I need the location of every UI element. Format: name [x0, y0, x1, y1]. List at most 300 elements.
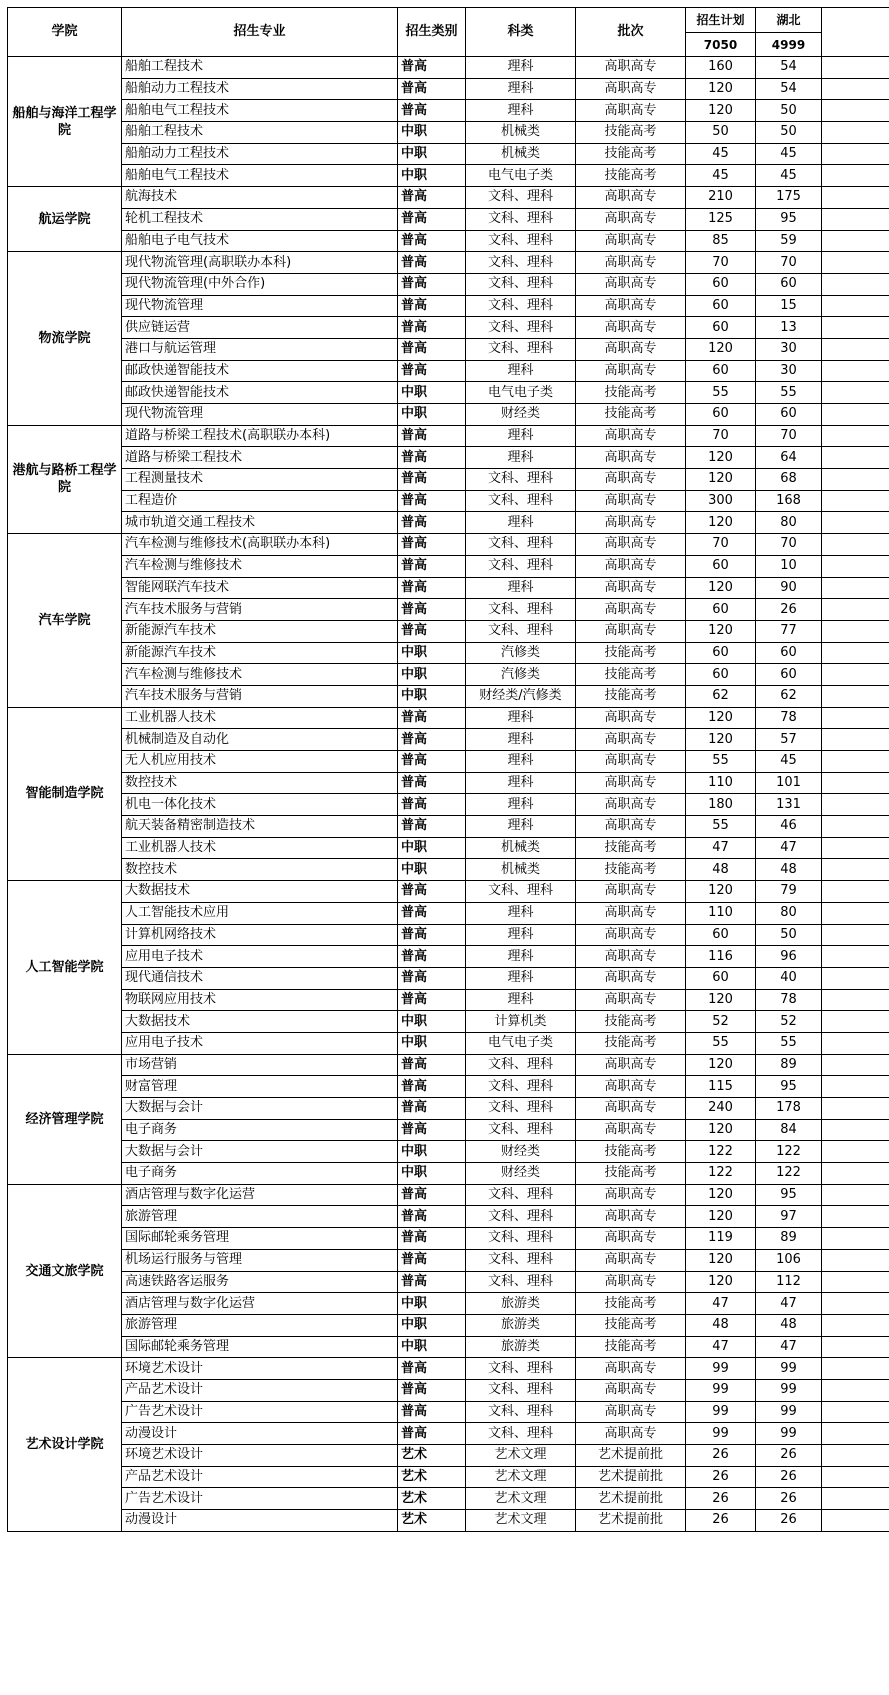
batch-cell: 高职高专: [576, 187, 686, 209]
batch-cell: 高职高专: [576, 881, 686, 903]
major-cell: 大数据技术: [122, 1011, 398, 1033]
hubei-cell: 26: [756, 1510, 822, 1532]
table-row: [8, 664, 889, 686]
type-cell: 普高: [398, 78, 466, 100]
extra-cell: [822, 317, 889, 339]
hubei-cell: 60: [756, 642, 822, 664]
plan-cell: 47: [686, 1293, 756, 1315]
table-row: [8, 967, 889, 989]
major-cell: 新能源汽车技术: [122, 620, 398, 642]
table-row: [8, 881, 889, 903]
table-row: [8, 794, 889, 816]
batch-cell: 高职高专: [576, 794, 686, 816]
hubei-cell: 89: [756, 1228, 822, 1250]
header-batch: 批次: [576, 8, 686, 57]
major-cell: 电子商务: [122, 1119, 398, 1141]
major-cell: 船舶工程技术: [122, 122, 398, 144]
extra-cell: [822, 664, 889, 686]
subject-cell: 艺术文理: [466, 1510, 576, 1532]
plan-cell: 45: [686, 143, 756, 165]
table-row: [8, 1228, 889, 1250]
table-row: [8, 425, 889, 447]
type-cell: 普高: [398, 1098, 466, 1120]
extra-cell: [822, 859, 889, 881]
extra-cell: [822, 555, 889, 577]
extra-cell: [822, 837, 889, 859]
hubei-cell: 45: [756, 751, 822, 773]
plan-cell: 62: [686, 685, 756, 707]
extra-cell: [822, 1445, 889, 1467]
major-cell: 广告艺术设计: [122, 1488, 398, 1510]
header-plan-total: 7050: [686, 33, 756, 57]
batch-cell: 高职高专: [576, 469, 686, 491]
plan-cell: 120: [686, 1249, 756, 1271]
major-cell: 汽车技术服务与营销: [122, 685, 398, 707]
major-cell: 邮政快递智能技术: [122, 360, 398, 382]
subject-cell: 财经类: [466, 1141, 576, 1163]
hubei-cell: 45: [756, 143, 822, 165]
table-row: [8, 599, 889, 621]
extra-cell: [822, 404, 889, 426]
type-cell: 中职: [398, 685, 466, 707]
hubei-cell: 99: [756, 1401, 822, 1423]
hubei-cell: 30: [756, 338, 822, 360]
hubei-cell: 50: [756, 100, 822, 122]
type-cell: 普高: [398, 577, 466, 599]
extra-cell: [822, 1163, 889, 1185]
batch-cell: 高职高专: [576, 1401, 686, 1423]
subject-cell: 财经类/汽修类: [466, 685, 576, 707]
hubei-cell: 48: [756, 1314, 822, 1336]
plan-cell: 116: [686, 946, 756, 968]
plan-cell: 120: [686, 1184, 756, 1206]
major-cell: 国际邮轮乘务管理: [122, 1336, 398, 1358]
subject-cell: 文科、理科: [466, 1379, 576, 1401]
type-cell: 中职: [398, 1336, 466, 1358]
plan-cell: 60: [686, 924, 756, 946]
batch-cell: 高职高专: [576, 447, 686, 469]
college-cell: 航运学院: [8, 187, 122, 252]
subject-cell: 电气电子类: [466, 165, 576, 187]
batch-cell: 技能高考: [576, 685, 686, 707]
subject-cell: 理科: [466, 902, 576, 924]
table-row: [8, 859, 889, 881]
type-cell: 中职: [398, 664, 466, 686]
table-row: [8, 946, 889, 968]
major-cell: 工业机器人技术: [122, 837, 398, 859]
subject-cell: 文科、理科: [466, 208, 576, 230]
extra-cell: [822, 1510, 889, 1532]
batch-cell: 技能高考: [576, 1293, 686, 1315]
extra-cell: [822, 642, 889, 664]
type-cell: 普高: [398, 729, 466, 751]
type-cell: 中职: [398, 837, 466, 859]
subject-cell: 文科、理科: [466, 469, 576, 491]
extra-cell: [822, 794, 889, 816]
extra-cell: [822, 1249, 889, 1271]
subject-cell: 文科、理科: [466, 1358, 576, 1380]
extra-cell: [822, 230, 889, 252]
subject-cell: 财经类: [466, 1163, 576, 1185]
batch-cell: 艺术提前批: [576, 1445, 686, 1467]
batch-cell: 技能高考: [576, 143, 686, 165]
plan-cell: 60: [686, 599, 756, 621]
type-cell: 普高: [398, 1054, 466, 1076]
batch-cell: 高职高专: [576, 57, 686, 79]
major-cell: 智能网联汽车技术: [122, 577, 398, 599]
major-cell: 大数据与会计: [122, 1141, 398, 1163]
hubei-cell: 122: [756, 1163, 822, 1185]
major-cell: 市场营销: [122, 1054, 398, 1076]
subject-cell: 汽修类: [466, 642, 576, 664]
college-cell: 人工智能学院: [8, 881, 122, 1055]
batch-cell: 高职高专: [576, 252, 686, 274]
batch-cell: 技能高考: [576, 1314, 686, 1336]
type-cell: 艺术: [398, 1510, 466, 1532]
extra-cell: [822, 1336, 889, 1358]
plan-cell: 120: [686, 881, 756, 903]
type-cell: 普高: [398, 317, 466, 339]
type-cell: 普高: [398, 273, 466, 295]
header-major: 招生专业: [122, 8, 398, 57]
major-cell: 酒店管理与数字化运营: [122, 1184, 398, 1206]
subject-cell: 理科: [466, 57, 576, 79]
hubei-cell: 175: [756, 187, 822, 209]
batch-cell: 高职高专: [576, 1249, 686, 1271]
hubei-cell: 112: [756, 1271, 822, 1293]
extra-cell: [822, 1119, 889, 1141]
plan-cell: 180: [686, 794, 756, 816]
subject-cell: 文科、理科: [466, 252, 576, 274]
hubei-cell: 55: [756, 382, 822, 404]
table-row: [8, 187, 889, 209]
extra-cell: [822, 187, 889, 209]
hubei-cell: 50: [756, 122, 822, 144]
plan-cell: 85: [686, 230, 756, 252]
college-cell: 汽车学院: [8, 534, 122, 708]
type-cell: 普高: [398, 425, 466, 447]
plan-cell: 125: [686, 208, 756, 230]
subject-cell: 文科、理科: [466, 187, 576, 209]
type-cell: 普高: [398, 1358, 466, 1380]
table-row: [8, 1423, 889, 1445]
college-cell: 智能制造学院: [8, 707, 122, 881]
hubei-cell: 50: [756, 924, 822, 946]
hubei-cell: 95: [756, 208, 822, 230]
subject-cell: 文科、理科: [466, 1228, 576, 1250]
major-cell: 工程造价: [122, 490, 398, 512]
batch-cell: 高职高专: [576, 490, 686, 512]
subject-cell: 理科: [466, 100, 576, 122]
batch-cell: 技能高考: [576, 664, 686, 686]
table-row: [8, 1293, 889, 1315]
college-cell: 交通文旅学院: [8, 1184, 122, 1358]
plan-cell: 120: [686, 78, 756, 100]
major-cell: 大数据技术: [122, 881, 398, 903]
subject-cell: 机械类: [466, 837, 576, 859]
type-cell: 普高: [398, 924, 466, 946]
table-row: [8, 1098, 889, 1120]
major-cell: 船舶动力工程技术: [122, 78, 398, 100]
hubei-cell: 30: [756, 360, 822, 382]
batch-cell: 高职高专: [576, 751, 686, 773]
batch-cell: 技能高考: [576, 1336, 686, 1358]
extra-cell: [822, 1293, 889, 1315]
hubei-cell: 101: [756, 772, 822, 794]
table-row: [8, 685, 889, 707]
major-cell: 现代物流管理(高职联办本科): [122, 252, 398, 274]
table-row: [8, 1358, 889, 1380]
extra-cell: [822, 707, 889, 729]
plan-cell: 26: [686, 1510, 756, 1532]
batch-cell: 高职高专: [576, 78, 686, 100]
type-cell: 普高: [398, 360, 466, 382]
extra-cell: [822, 685, 889, 707]
table-row: [8, 577, 889, 599]
batch-cell: 高职高专: [576, 360, 686, 382]
table-row: [8, 620, 889, 642]
major-cell: 现代物流管理: [122, 404, 398, 426]
plan-cell: 55: [686, 382, 756, 404]
hubei-cell: 26: [756, 599, 822, 621]
enrollment-plan-table: [7, 7, 889, 1532]
extra-cell: [822, 1141, 889, 1163]
major-cell: 产品艺术设计: [122, 1466, 398, 1488]
hubei-cell: 46: [756, 816, 822, 838]
plan-cell: 52: [686, 1011, 756, 1033]
type-cell: 艺术: [398, 1445, 466, 1467]
major-cell: 大数据与会计: [122, 1098, 398, 1120]
header-hubei: 湖北: [756, 8, 822, 33]
major-cell: 机械制造及自动化: [122, 729, 398, 751]
plan-cell: 60: [686, 295, 756, 317]
plan-cell: 45: [686, 165, 756, 187]
extra-cell: [822, 1271, 889, 1293]
major-cell: 产品艺术设计: [122, 1379, 398, 1401]
subject-cell: 电气电子类: [466, 382, 576, 404]
major-cell: 现代物流管理: [122, 295, 398, 317]
plan-cell: 120: [686, 729, 756, 751]
plan-cell: 47: [686, 1336, 756, 1358]
type-cell: 普高: [398, 208, 466, 230]
subject-cell: 理科: [466, 924, 576, 946]
table-row: [8, 469, 889, 491]
plan-cell: 110: [686, 772, 756, 794]
college-cell: 物流学院: [8, 252, 122, 426]
hubei-cell: 95: [756, 1076, 822, 1098]
major-cell: 广告艺术设计: [122, 1401, 398, 1423]
table-row: [8, 1206, 889, 1228]
header-type: 招生类别: [398, 8, 466, 57]
batch-cell: 技能高考: [576, 642, 686, 664]
hubei-cell: 26: [756, 1488, 822, 1510]
batch-cell: 技能高考: [576, 382, 686, 404]
extra-cell: [822, 620, 889, 642]
type-cell: 普高: [398, 946, 466, 968]
major-cell: 供应链运营: [122, 317, 398, 339]
plan-cell: 120: [686, 469, 756, 491]
subject-cell: 文科、理科: [466, 1423, 576, 1445]
type-cell: 普高: [398, 1401, 466, 1423]
extra-cell: [822, 165, 889, 187]
subject-cell: 文科、理科: [466, 1271, 576, 1293]
subject-cell: 理科: [466, 447, 576, 469]
plan-cell: 48: [686, 859, 756, 881]
batch-cell: 高职高专: [576, 534, 686, 556]
type-cell: 中职: [398, 382, 466, 404]
table-row: [8, 1141, 889, 1163]
plan-cell: 60: [686, 967, 756, 989]
batch-cell: 技能高考: [576, 165, 686, 187]
extra-cell: [822, 1314, 889, 1336]
hubei-cell: 60: [756, 404, 822, 426]
table-row: [8, 1466, 889, 1488]
extra-cell: [822, 1098, 889, 1120]
extra-cell: [822, 1379, 889, 1401]
hubei-cell: 47: [756, 837, 822, 859]
college-cell: 经济管理学院: [8, 1054, 122, 1184]
type-cell: 普高: [398, 1271, 466, 1293]
type-cell: 艺术: [398, 1466, 466, 1488]
batch-cell: 高职高专: [576, 1423, 686, 1445]
type-cell: 普高: [398, 1379, 466, 1401]
hubei-cell: 99: [756, 1358, 822, 1380]
extra-cell: [822, 881, 889, 903]
batch-cell: 高职高专: [576, 1098, 686, 1120]
plan-cell: 120: [686, 512, 756, 534]
plan-cell: 26: [686, 1488, 756, 1510]
plan-cell: 99: [686, 1401, 756, 1423]
subject-cell: 旅游类: [466, 1336, 576, 1358]
table-row: [8, 1488, 889, 1510]
hubei-cell: 99: [756, 1379, 822, 1401]
table-row: [8, 1076, 889, 1098]
extra-cell: [822, 122, 889, 144]
major-cell: 应用电子技术: [122, 946, 398, 968]
hubei-cell: 96: [756, 946, 822, 968]
plan-cell: 60: [686, 317, 756, 339]
extra-cell: [822, 1011, 889, 1033]
extra-cell: [822, 751, 889, 773]
plan-cell: 55: [686, 1032, 756, 1054]
table-row: [8, 273, 889, 295]
extra-cell: [822, 252, 889, 274]
extra-cell: [822, 1076, 889, 1098]
batch-cell: 艺术提前批: [576, 1510, 686, 1532]
hubei-cell: 47: [756, 1336, 822, 1358]
hubei-cell: 54: [756, 78, 822, 100]
extra-cell: [822, 360, 889, 382]
table-row: [8, 1510, 889, 1532]
plan-cell: 300: [686, 490, 756, 512]
type-cell: 中职: [398, 1293, 466, 1315]
type-cell: 中职: [398, 165, 466, 187]
batch-cell: 艺术提前批: [576, 1488, 686, 1510]
major-cell: 道路与桥梁工程技术: [122, 447, 398, 469]
batch-cell: 艺术提前批: [576, 1466, 686, 1488]
extra-cell: [822, 273, 889, 295]
plan-cell: 50: [686, 122, 756, 144]
subject-cell: 机械类: [466, 143, 576, 165]
subject-cell: 理科: [466, 946, 576, 968]
major-cell: 汽车技术服务与营销: [122, 599, 398, 621]
batch-cell: 技能高考: [576, 1163, 686, 1185]
extra-cell: [822, 208, 889, 230]
extra-cell: [822, 989, 889, 1011]
major-cell: 船舶工程技术: [122, 57, 398, 79]
table-row: [8, 512, 889, 534]
major-cell: 旅游管理: [122, 1314, 398, 1336]
batch-cell: 高职高专: [576, 230, 686, 252]
subject-cell: 理科: [466, 577, 576, 599]
hubei-cell: 15: [756, 295, 822, 317]
hubei-cell: 47: [756, 1293, 822, 1315]
batch-cell: 高职高专: [576, 1076, 686, 1098]
table-body: [8, 8, 889, 1532]
hubei-cell: 78: [756, 989, 822, 1011]
hubei-cell: 64: [756, 447, 822, 469]
hubei-cell: 122: [756, 1141, 822, 1163]
major-cell: 航海技术: [122, 187, 398, 209]
table-row: [8, 1011, 889, 1033]
major-cell: 城市轨道交通工程技术: [122, 512, 398, 534]
batch-cell: 高职高专: [576, 273, 686, 295]
subject-cell: 理科: [466, 794, 576, 816]
table-row: [8, 230, 889, 252]
batch-cell: 高职高专: [576, 620, 686, 642]
extra-cell: [822, 772, 889, 794]
subject-cell: 理科: [466, 707, 576, 729]
table-row: [8, 1184, 889, 1206]
batch-cell: 高职高专: [576, 772, 686, 794]
batch-cell: 高职高专: [576, 1379, 686, 1401]
major-cell: 现代物流管理(中外合作): [122, 273, 398, 295]
plan-cell: 122: [686, 1163, 756, 1185]
type-cell: 普高: [398, 707, 466, 729]
table-row: [8, 122, 889, 144]
major-cell: 航天装备精密制造技术: [122, 816, 398, 838]
header-college: 学院: [8, 8, 122, 57]
plan-cell: 240: [686, 1098, 756, 1120]
subject-cell: 艺术文理: [466, 1466, 576, 1488]
hubei-cell: 84: [756, 1119, 822, 1141]
major-cell: 人工智能技术应用: [122, 902, 398, 924]
hubei-cell: 48: [756, 859, 822, 881]
header-row: [8, 8, 889, 33]
hubei-cell: 99: [756, 1423, 822, 1445]
major-cell: 动漫设计: [122, 1423, 398, 1445]
type-cell: 普高: [398, 620, 466, 642]
hubei-cell: 45: [756, 165, 822, 187]
major-cell: 应用电子技术: [122, 1032, 398, 1054]
hubei-cell: 57: [756, 729, 822, 751]
plan-cell: 47: [686, 837, 756, 859]
major-cell: 高速铁路客运服务: [122, 1271, 398, 1293]
batch-cell: 高职高专: [576, 317, 686, 339]
major-cell: 工业机器人技术: [122, 707, 398, 729]
type-cell: 普高: [398, 1423, 466, 1445]
extra-cell: [822, 512, 889, 534]
extra-cell: [822, 924, 889, 946]
major-cell: 汽车检测与维修技术: [122, 555, 398, 577]
type-cell: 普高: [398, 230, 466, 252]
plan-cell: 26: [686, 1466, 756, 1488]
plan-cell: 120: [686, 989, 756, 1011]
major-cell: 船舶电气工程技术: [122, 165, 398, 187]
type-cell: 中职: [398, 122, 466, 144]
header-extra-column: [822, 8, 889, 57]
plan-cell: 120: [686, 577, 756, 599]
